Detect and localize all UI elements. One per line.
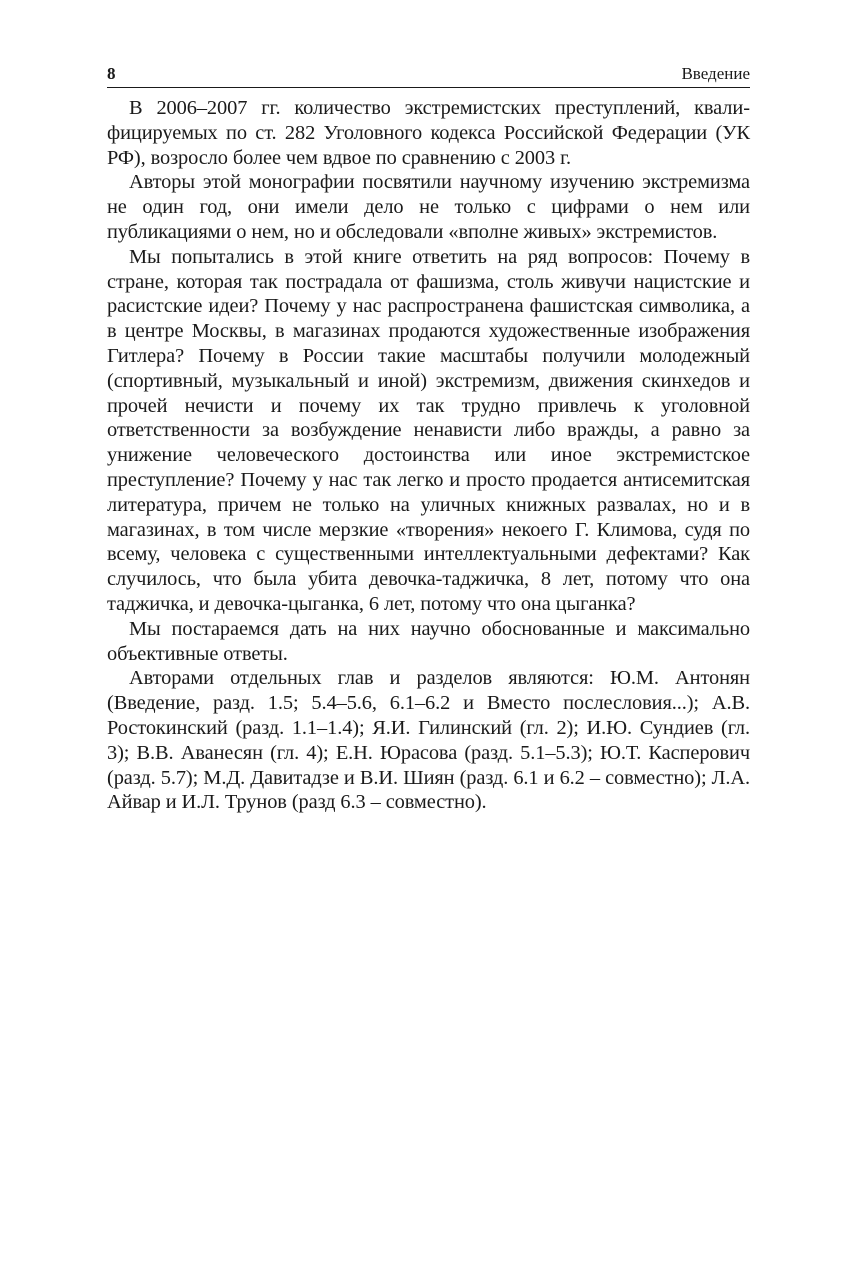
book-page bbox=[107, 64, 750, 815]
paragraph-answers: Мы постараемся дать на них научно обоснованные и максимально объективные ответы. bbox=[107, 617, 750, 665]
paragraph-contributors: Авторами отдельных глав и разделов являются: Ю.М. Антонян (Введение, разд. 1.5; 5.4–5.6, 6.1–6.2 и Вместо послесловия...); А.В. Ростокинский (разд. 1.1–1.4); Я.И. Гилинский (гл. 2); И.Ю. Сундиев (гл. 3); В.В. Аванесян (гл. 4); Е.Н. Юрасова (разд. 5.1–5.3); Ю.Т. Касперович (разд. 5.7); М.Д. Давитадзе и В.И. Шиян (разд. 6.1 и 6.2 – совместно); Л.А. Айвар и И.Л. Трунов (разд 6.3 – совместно). bbox=[107, 667, 750, 814]
page-number: 8 bbox=[107, 64, 116, 83]
section-title: Введение bbox=[681, 64, 750, 83]
running-header bbox=[107, 64, 750, 88]
paragraph-authors-research: Авторы этой монографии посвятили научному изучению экстремизма не один год, они имели дело не только с цифрами о нем или публикациями о нем, но и обследовали «вполне живых» экстремистов. bbox=[107, 171, 750, 243]
body-text bbox=[107, 96, 750, 815]
paragraph-statistics: В 2006–2007 гг. количество экстремистских преступлений, квалифицируемых по ст. 282 Уголовного кодекса Российской Федерации (УК РФ), возросло более чем вдвое по сравнению с 2003 г. bbox=[107, 97, 750, 169]
paragraph-questions: Мы попытались в этой книге ответить на ряд вопросов: Почему в стране, которая так пострадала от фашизма, столь живучи нацистские и расистские идеи? Почему у нас распространена фашистская символика, а в центре Москвы, в магазинах продаются художественные изображения Гитлера? Почему в России такие масштабы получили молодежный (спортивный, музыкальный и иной) экстремизм, движения скинхедов и прочей нечисти и почему их так трудно привлечь к уголовной ответственности за возбуждение ненависти либо вражды, а равно за унижение человеческого достоинства или иное экстремистское преступление? Почему у нас так легко и просто продается антисемитская литература, причем не только на уличных книжных развалах, но и в магазинах, в том числе мерзкие «творения» некоего Г. Климова, судя по всему, человека с существенными интеллектуальными дефектами? Как случилось, что была убита девочка-таджичка, 8 лет, потому что она таджичка, и девочка-цыганка, 6 лет, потому что она цыганка? bbox=[107, 245, 750, 615]
